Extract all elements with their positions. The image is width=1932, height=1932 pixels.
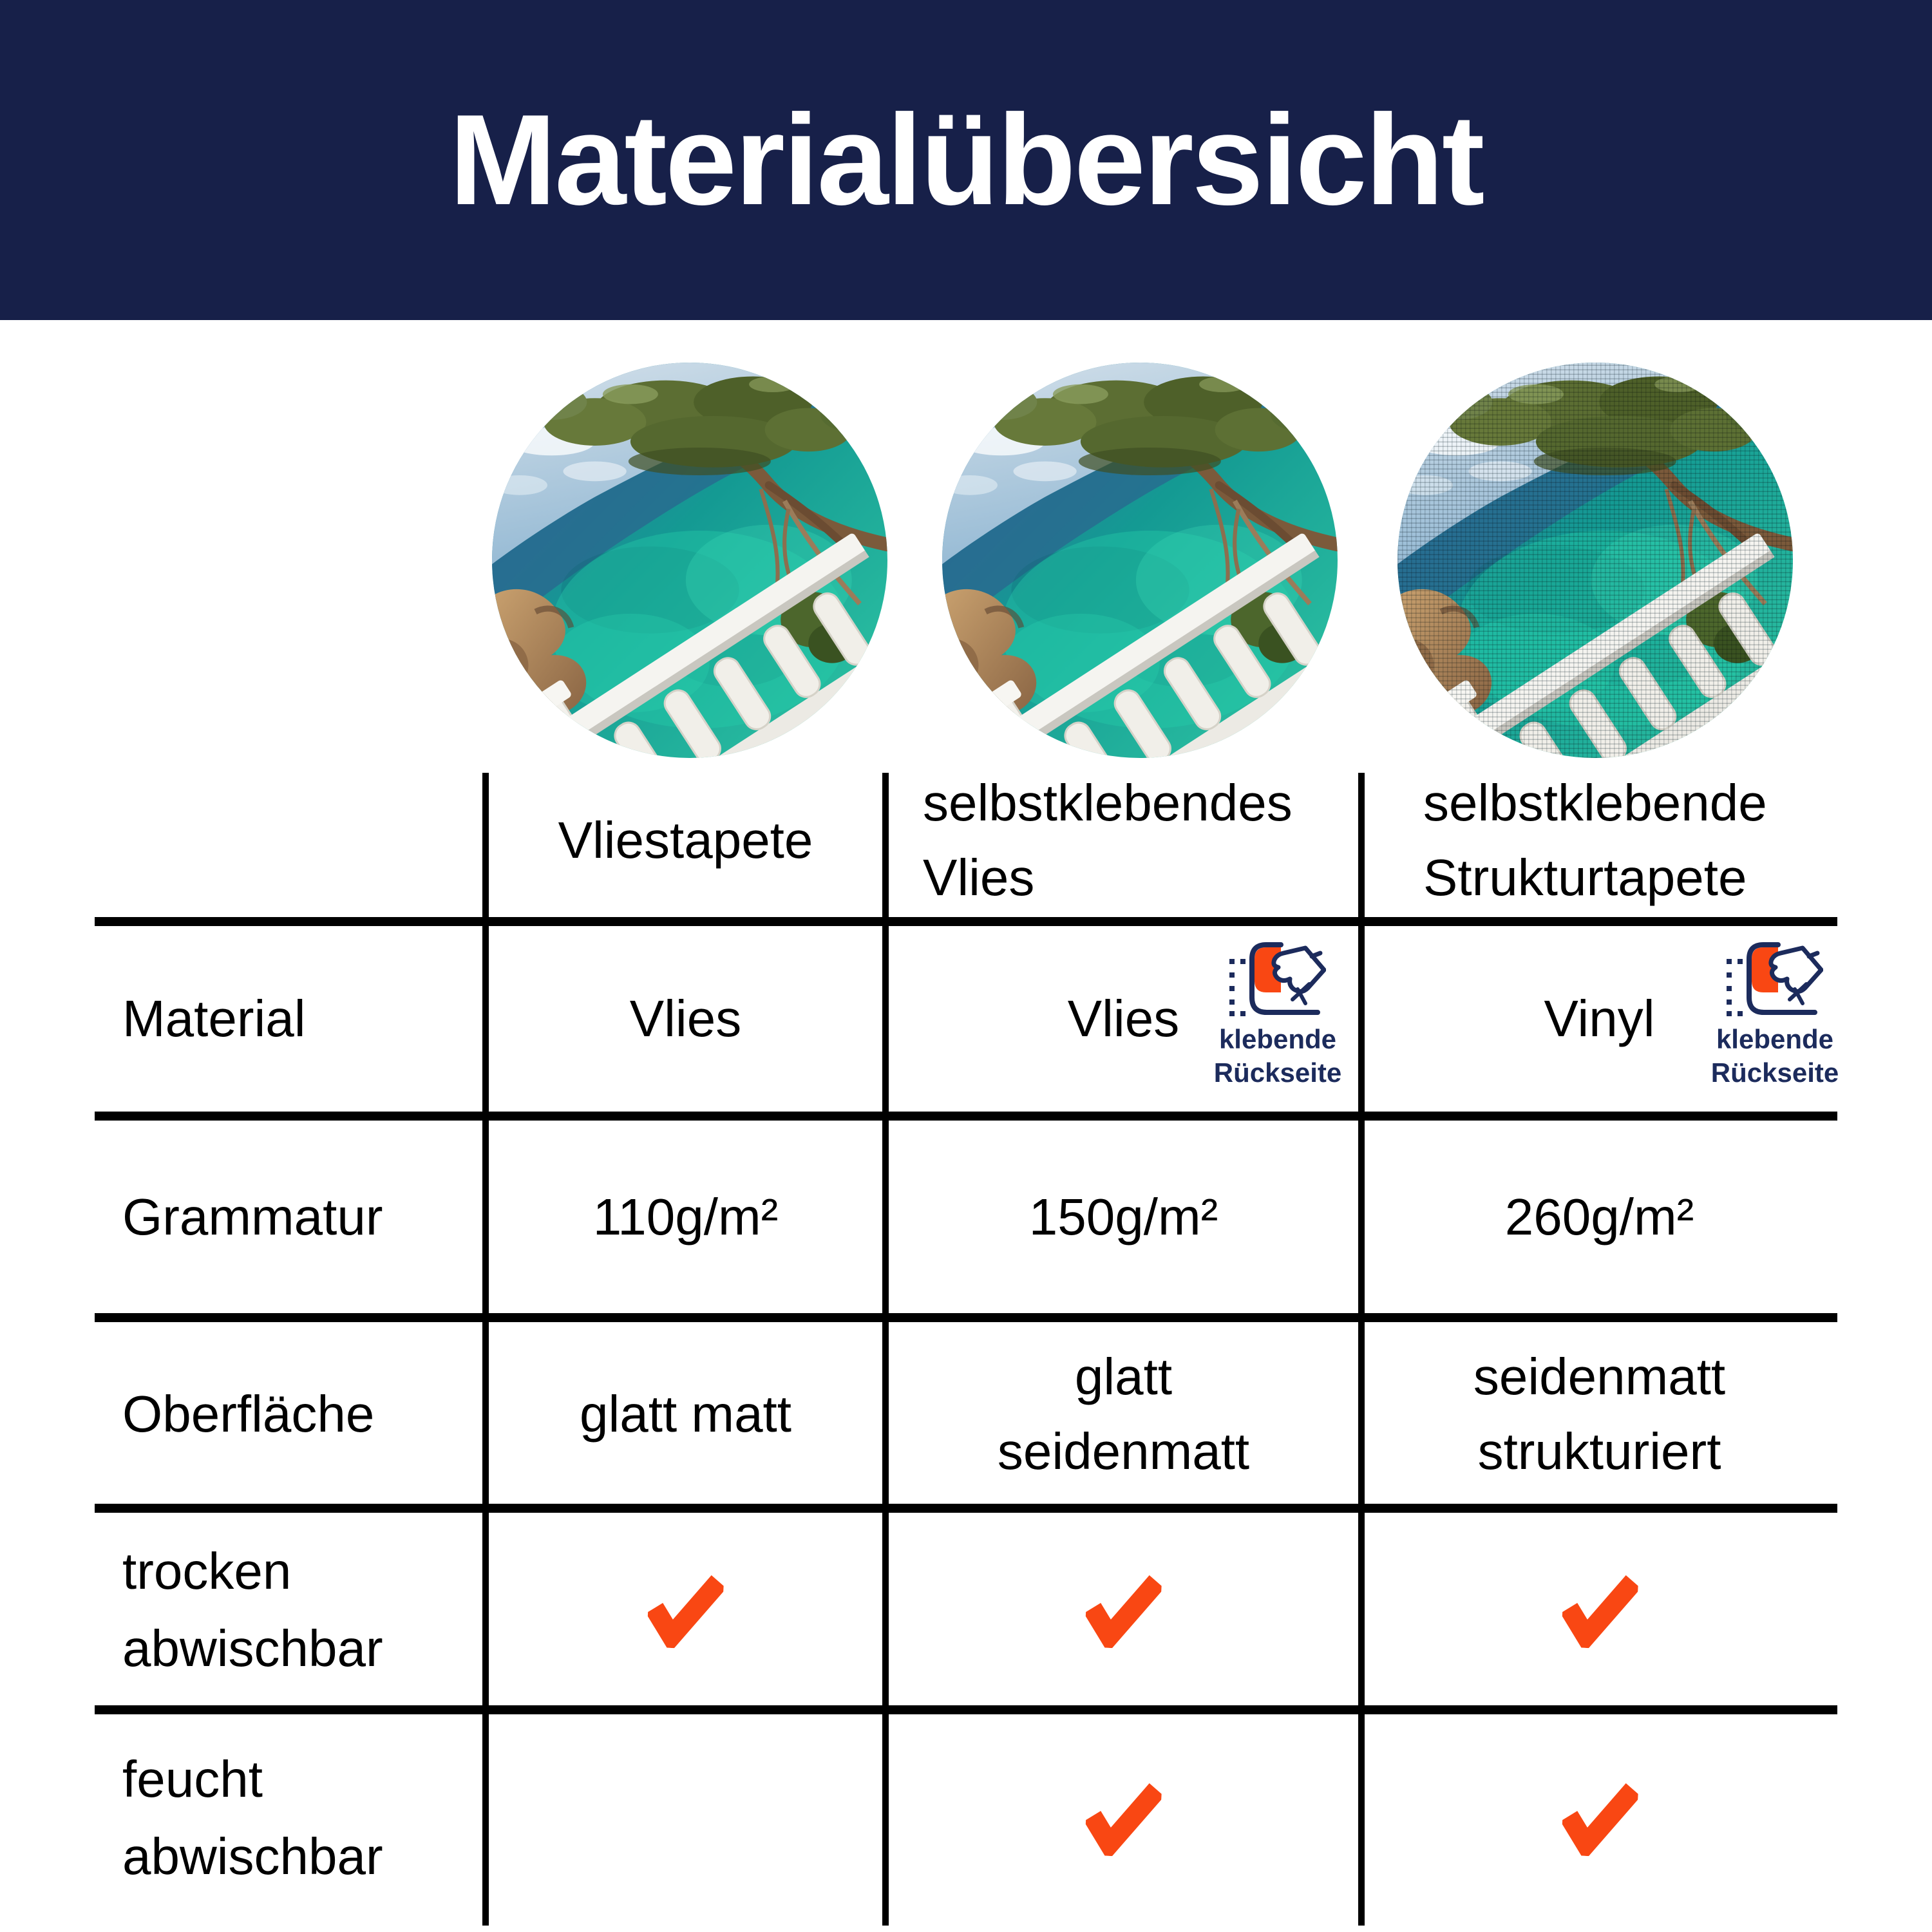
row-label-grammatur: Grammatur	[122, 1188, 383, 1245]
checkmark-icon	[1560, 1569, 1639, 1651]
column-header-label: selbstklebende	[1423, 774, 1767, 831]
column-header-label: selbstklebendes	[923, 774, 1293, 831]
column-header-strukturtapete	[1423, 763, 1767, 918]
adhesive-back-badge	[1691, 942, 1859, 1090]
column-header-label: Vliestapete	[558, 811, 813, 869]
row-label-feucht-abwischbar: feucht abwischbar	[122, 1750, 383, 1885]
product-image-strukturtapete	[1397, 363, 1793, 758]
checkmark-icon	[1084, 1569, 1162, 1651]
page-title: Materialübersicht	[449, 88, 1483, 232]
sea-scene-image	[942, 363, 1338, 758]
column-header-label: Strukturtapete	[1423, 849, 1747, 906]
cell-grammatur-vliestapete: 110g/m²	[592, 1188, 779, 1245]
adhesive-back-badge	[1194, 942, 1361, 1090]
checkmark-icon	[646, 1569, 724, 1651]
cell-oberflaeche-strukturtapete: seidenmatt strukturiert	[1473, 1347, 1726, 1480]
column-header-vliestapete	[486, 763, 886, 918]
header-band	[0, 0, 1932, 320]
cell-oberflaeche-selbstklebendes-vlies: glatt seidenmatt	[997, 1347, 1250, 1480]
product-image-selbstklebendes-vlies	[942, 363, 1338, 758]
product-image-vliestapete	[492, 363, 887, 758]
sea-scene-image	[492, 363, 887, 758]
cell-grammatur-strukturtapete: 260g/m²	[1504, 1188, 1694, 1245]
checkmark-icon	[1560, 1777, 1639, 1859]
row-label-oberflaeche: Oberfläche	[122, 1385, 375, 1443]
cell-grammatur-selbstklebendes-vlies: 150g/m²	[1028, 1188, 1218, 1245]
peel-off-backing-icon	[1229, 942, 1326, 1016]
cell-oberflaeche-vliestapete: glatt matt	[579, 1385, 792, 1443]
checkmark-icon	[1084, 1777, 1162, 1859]
badge-label: klebende Rückseite	[1213, 1024, 1342, 1088]
structure-texture-overlay	[1397, 363, 1793, 758]
cell-material-vliestapete: Vlies	[629, 990, 742, 1047]
row-label-trocken-abwischbar: trocken abwischbar	[122, 1542, 383, 1677]
badge-label: klebende Rückseite	[1710, 1024, 1839, 1088]
cell-material-selbstklebendes-vlies: Vlies	[1067, 990, 1180, 1047]
column-header-label: Vlies	[923, 849, 1035, 906]
peel-off-backing-icon	[1727, 942, 1823, 1016]
row-label-material: Material	[122, 990, 306, 1047]
column-header-selbstklebendes-vlies	[923, 763, 1293, 918]
cell-material-strukturtapete: Vinyl	[1544, 990, 1655, 1047]
